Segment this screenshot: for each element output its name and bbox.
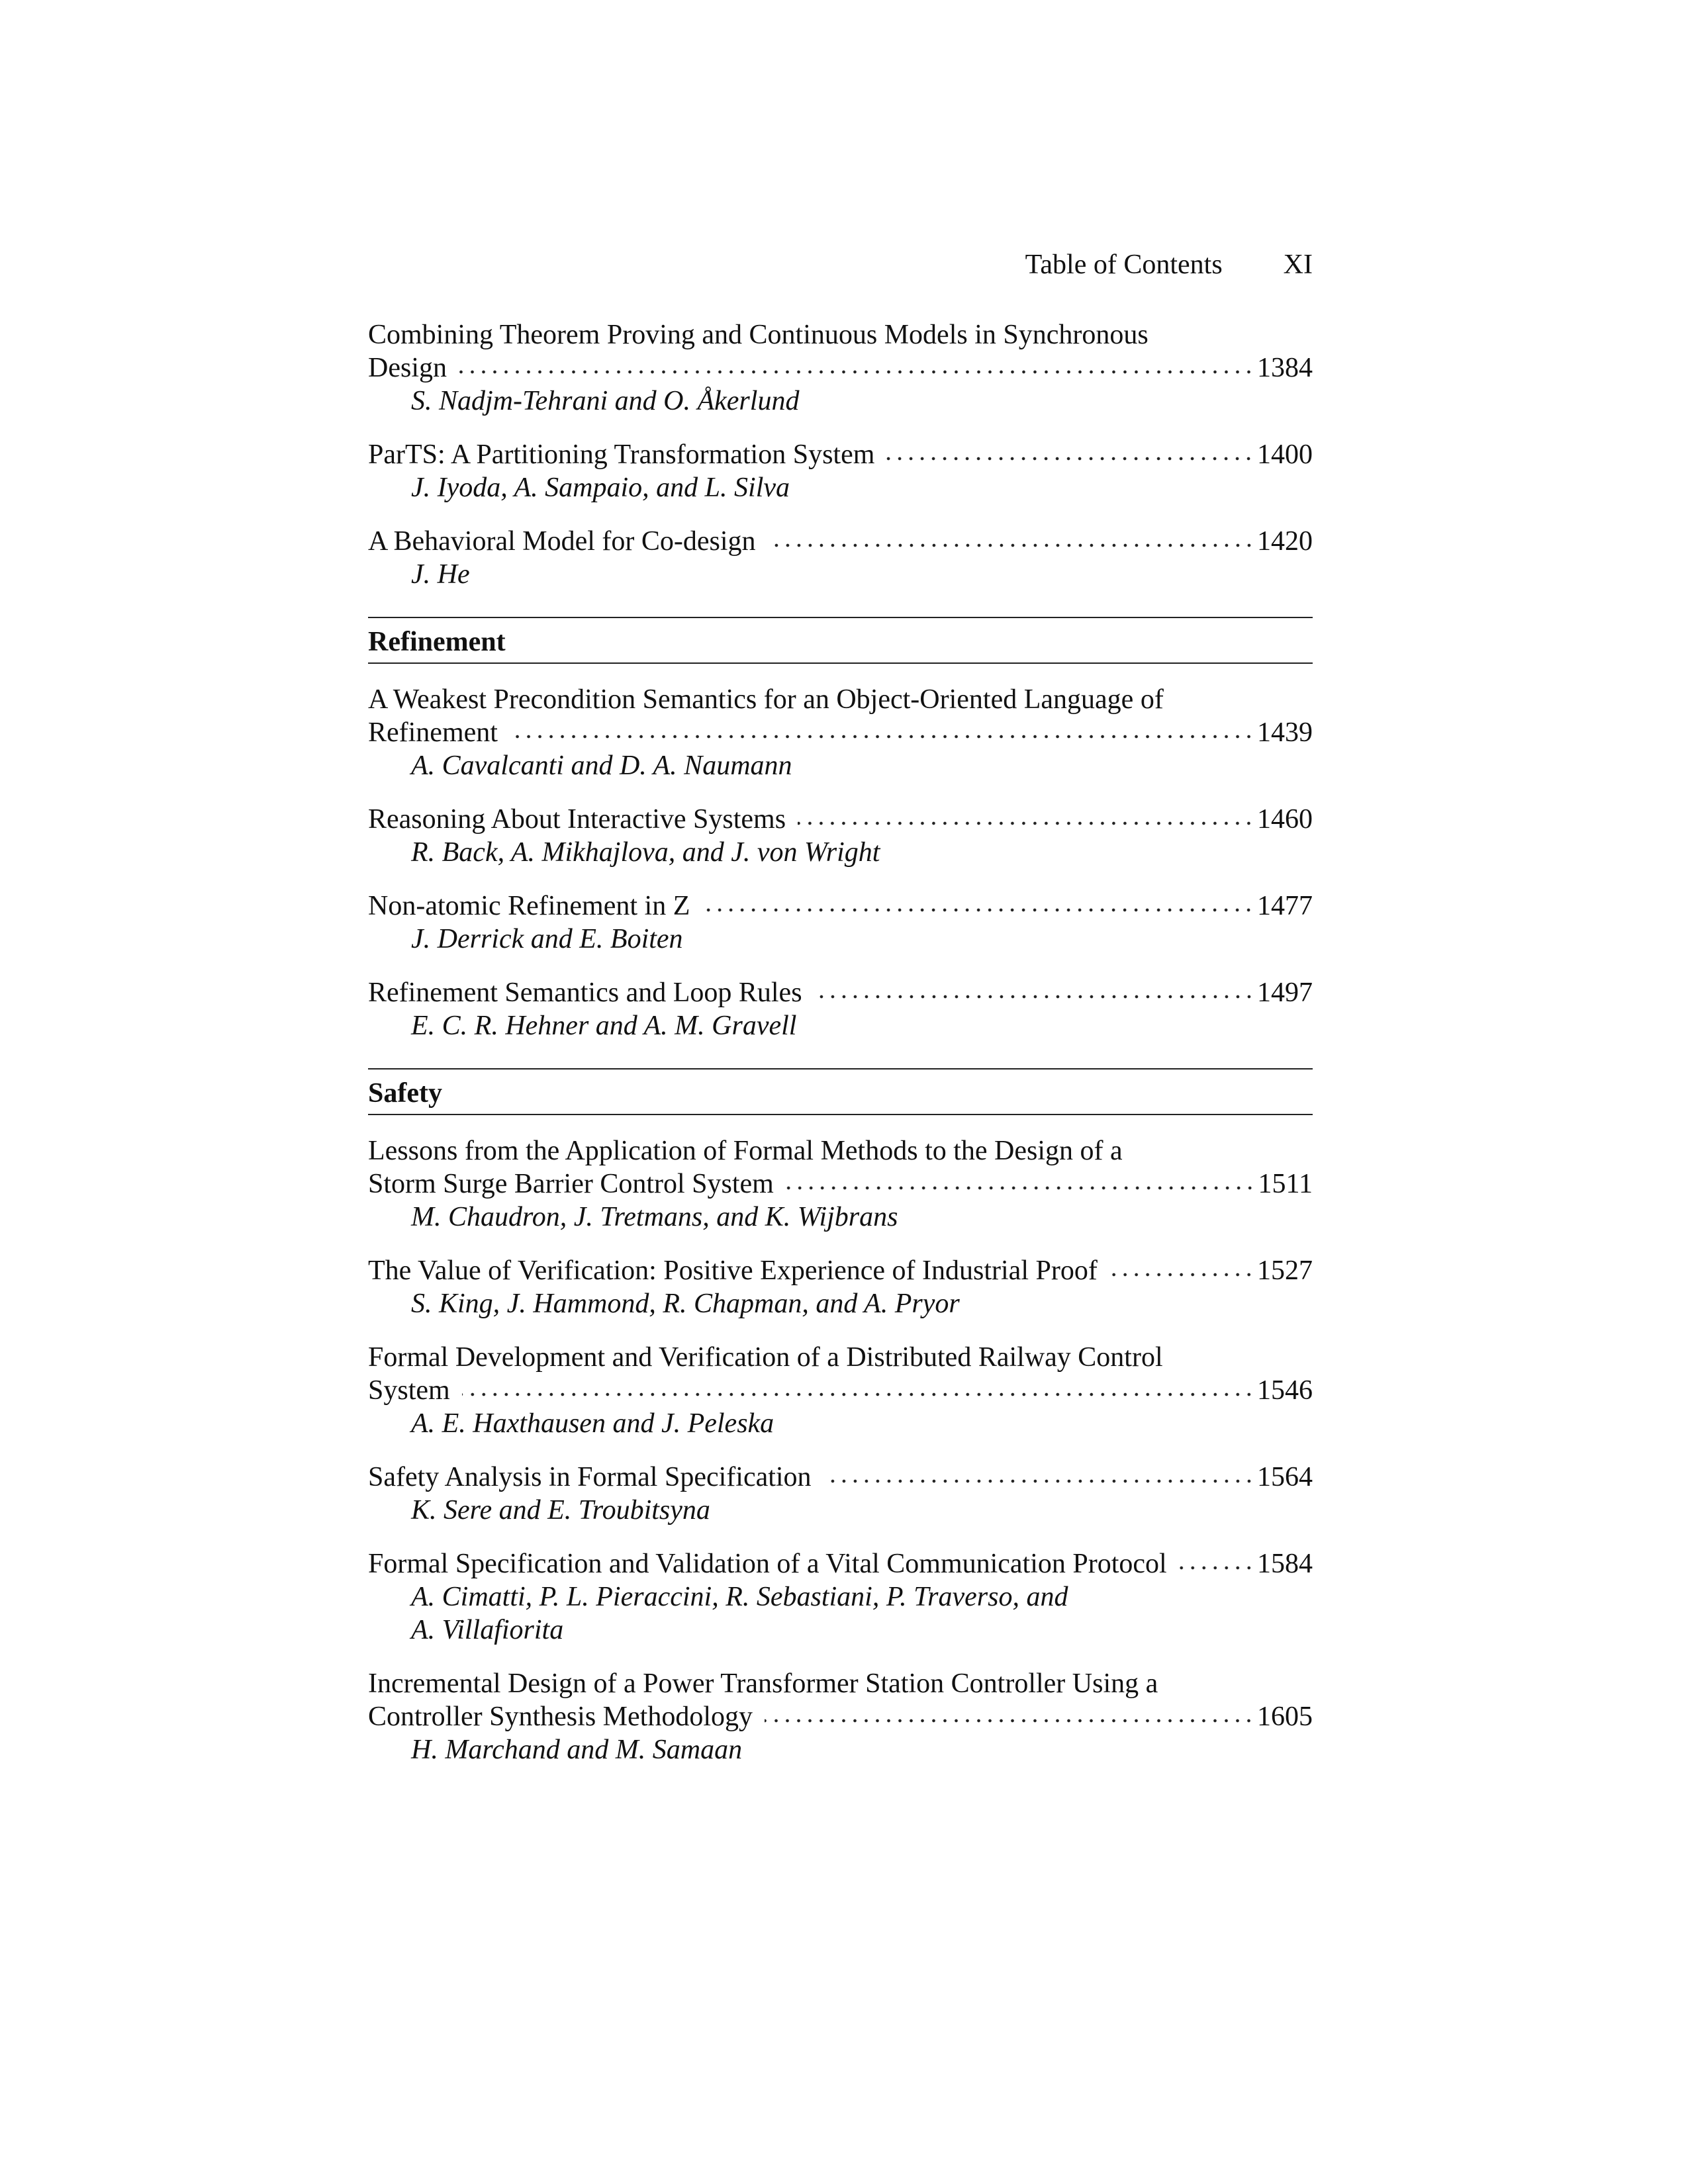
entry-title[interactable]: Combining Theorem Proving and Continuous Models in Synchronous	[368, 320, 1149, 350]
dot-leader	[459, 367, 1254, 377]
toc-entry[interactable]	[368, 976, 1313, 1042]
entry-authors: S. King, J. Hammond, R. Chapman, and A. Pryor	[411, 1289, 960, 1319]
entry-authors: S. Nadjm-Tehrani and O. Åkerlund	[411, 386, 800, 416]
page-number: XI	[1283, 250, 1313, 280]
section-heading	[368, 617, 1313, 664]
dot-leader	[768, 541, 1254, 550]
toc-entry[interactable]	[368, 1547, 1313, 1647]
entry-title[interactable]: Design	[368, 353, 447, 383]
dot-leader	[510, 732, 1254, 741]
toc-entry[interactable]	[368, 1254, 1313, 1320]
entry-title[interactable]: Controller Synthesis Methodology	[368, 1702, 753, 1732]
running-header	[368, 248, 1313, 281]
dot-leader	[798, 819, 1254, 828]
dot-leader	[702, 905, 1254, 915]
entry-authors: K. Sere and E. Troubitsyna	[411, 1495, 710, 1525]
section-heading	[368, 1068, 1313, 1115]
entry-title-line[interactable]	[368, 351, 1313, 385]
entry-title-line[interactable]	[368, 438, 1313, 471]
entry-page-number: 1527	[1257, 1255, 1313, 1286]
entry-title-line[interactable]	[368, 1134, 1313, 1167]
toc-entry[interactable]	[368, 318, 1313, 418]
entry-title-line[interactable]	[368, 716, 1313, 749]
entry-title-line[interactable]	[368, 1667, 1313, 1700]
entry-authors: J. He	[411, 559, 470, 590]
entry-title-line[interactable]	[368, 1254, 1313, 1287]
entry-authors: E. C. R. Hehner and A. M. Gravell	[411, 1011, 797, 1041]
toc-entry[interactable]	[368, 1667, 1313, 1766]
entry-title-line[interactable]	[368, 889, 1313, 923]
running-header-title: Table of Contents	[1025, 250, 1223, 280]
entry-title[interactable]: Formal Development and Verification of a Distributed Railway Control	[368, 1342, 1163, 1373]
toc-entry[interactable]	[368, 1134, 1313, 1234]
entry-authors: J. Iyoda, A. Sampaio, and L. Silva	[411, 473, 790, 503]
section-title: Refinement	[368, 627, 506, 657]
entry-page-number: 1497	[1257, 978, 1313, 1008]
entry-authors: A. E. Haxthausen and J. Peleska	[411, 1408, 774, 1439]
entry-page-number: 1584	[1257, 1549, 1313, 1579]
entry-title[interactable]: Incremental Design of a Power Transformer Station Controller Using a	[368, 1668, 1158, 1699]
entry-authors: A. Cavalcanti and D. A. Naumann	[411, 751, 792, 781]
entry-title-line[interactable]	[368, 1341, 1313, 1374]
entry-title-line[interactable]	[368, 318, 1313, 351]
entry-title[interactable]: Non-atomic Refinement in Z	[368, 891, 690, 921]
dot-leader	[886, 454, 1254, 463]
entry-page-number: 1400	[1257, 439, 1313, 470]
entry-title-line[interactable]	[368, 1461, 1313, 1494]
entry-title[interactable]: A Behavioral Model for Co-design	[368, 526, 756, 557]
entry-title-line[interactable]	[368, 1700, 1313, 1733]
dot-leader	[1179, 1563, 1254, 1572]
entry-authors: J. Derrick and E. Boiten	[411, 924, 683, 954]
dot-leader	[814, 992, 1254, 1001]
entry-title[interactable]: The Value of Verification: Positive Experience of Industrial Proof	[368, 1255, 1098, 1286]
entry-authors: R. Back, A. Mikhajlova, and J. von Wright	[411, 837, 880, 868]
entry-title-line[interactable]	[368, 803, 1313, 836]
dot-leader	[765, 1716, 1254, 1725]
entry-title-line[interactable]	[368, 525, 1313, 558]
toc-entry[interactable]	[368, 1461, 1313, 1527]
entry-authors: A. Cimatti, P. L. Pieraccini, R. Sebastiani, P. Traverso, and	[411, 1582, 1068, 1612]
dot-leader	[786, 1183, 1256, 1193]
toc-entry[interactable]	[368, 803, 1313, 869]
section-title: Safety	[368, 1078, 442, 1109]
entry-title[interactable]: Safety Analysis in Formal Specification	[368, 1462, 812, 1492]
entry-title-line[interactable]	[368, 976, 1313, 1009]
entry-page-number: 1605	[1257, 1702, 1313, 1732]
entry-title[interactable]: A Weakest Precondition Semantics for an Object-Oriented Language of	[368, 684, 1164, 715]
toc-entry[interactable]	[368, 438, 1313, 504]
entry-page-number: 1564	[1257, 1462, 1313, 1492]
toc-entry[interactable]	[368, 1341, 1313, 1440]
toc-content	[368, 318, 1313, 1787]
entry-page-number: 1511	[1258, 1169, 1313, 1199]
entry-title[interactable]: Formal Specification and Validation of a Vital Communication Protocol	[368, 1549, 1167, 1579]
entry-authors: A. Villafiorita	[411, 1615, 564, 1645]
entry-title[interactable]: System	[368, 1375, 450, 1406]
entry-title[interactable]: Refinement Semantics and Loop Rules	[368, 978, 802, 1008]
entry-page-number: 1420	[1257, 526, 1313, 557]
entry-page-number: 1439	[1257, 717, 1313, 748]
dot-leader	[1109, 1270, 1254, 1279]
entry-authors: M. Chaudron, J. Tretmans, and K. Wijbrans	[411, 1202, 898, 1232]
entry-title-line[interactable]	[368, 683, 1313, 716]
entry-title[interactable]: Reasoning About Interactive Systems	[368, 804, 786, 835]
dot-leader	[823, 1477, 1254, 1486]
entry-title[interactable]: ParTS: A Partitioning Transformation System	[368, 439, 875, 470]
toc-entry[interactable]	[368, 683, 1313, 782]
toc-entry[interactable]	[368, 525, 1313, 591]
entry-page-number: 1546	[1257, 1375, 1313, 1406]
entry-title[interactable]: Lessons from the Application of Formal Methods to the Design of a	[368, 1136, 1123, 1166]
entry-page-number: 1477	[1257, 891, 1313, 921]
entry-title[interactable]: Refinement	[368, 717, 498, 748]
entry-page-number: 1384	[1257, 353, 1313, 383]
entry-title-line[interactable]	[368, 1374, 1313, 1407]
entry-title-line[interactable]	[368, 1167, 1313, 1201]
entry-title-line[interactable]	[368, 1547, 1313, 1580]
entry-page-number: 1460	[1257, 804, 1313, 835]
entry-authors: H. Marchand and M. Samaan	[411, 1735, 743, 1765]
toc-entry[interactable]	[368, 889, 1313, 956]
entry-title[interactable]: Storm Surge Barrier Control System	[368, 1169, 774, 1199]
dot-leader	[462, 1390, 1254, 1399]
